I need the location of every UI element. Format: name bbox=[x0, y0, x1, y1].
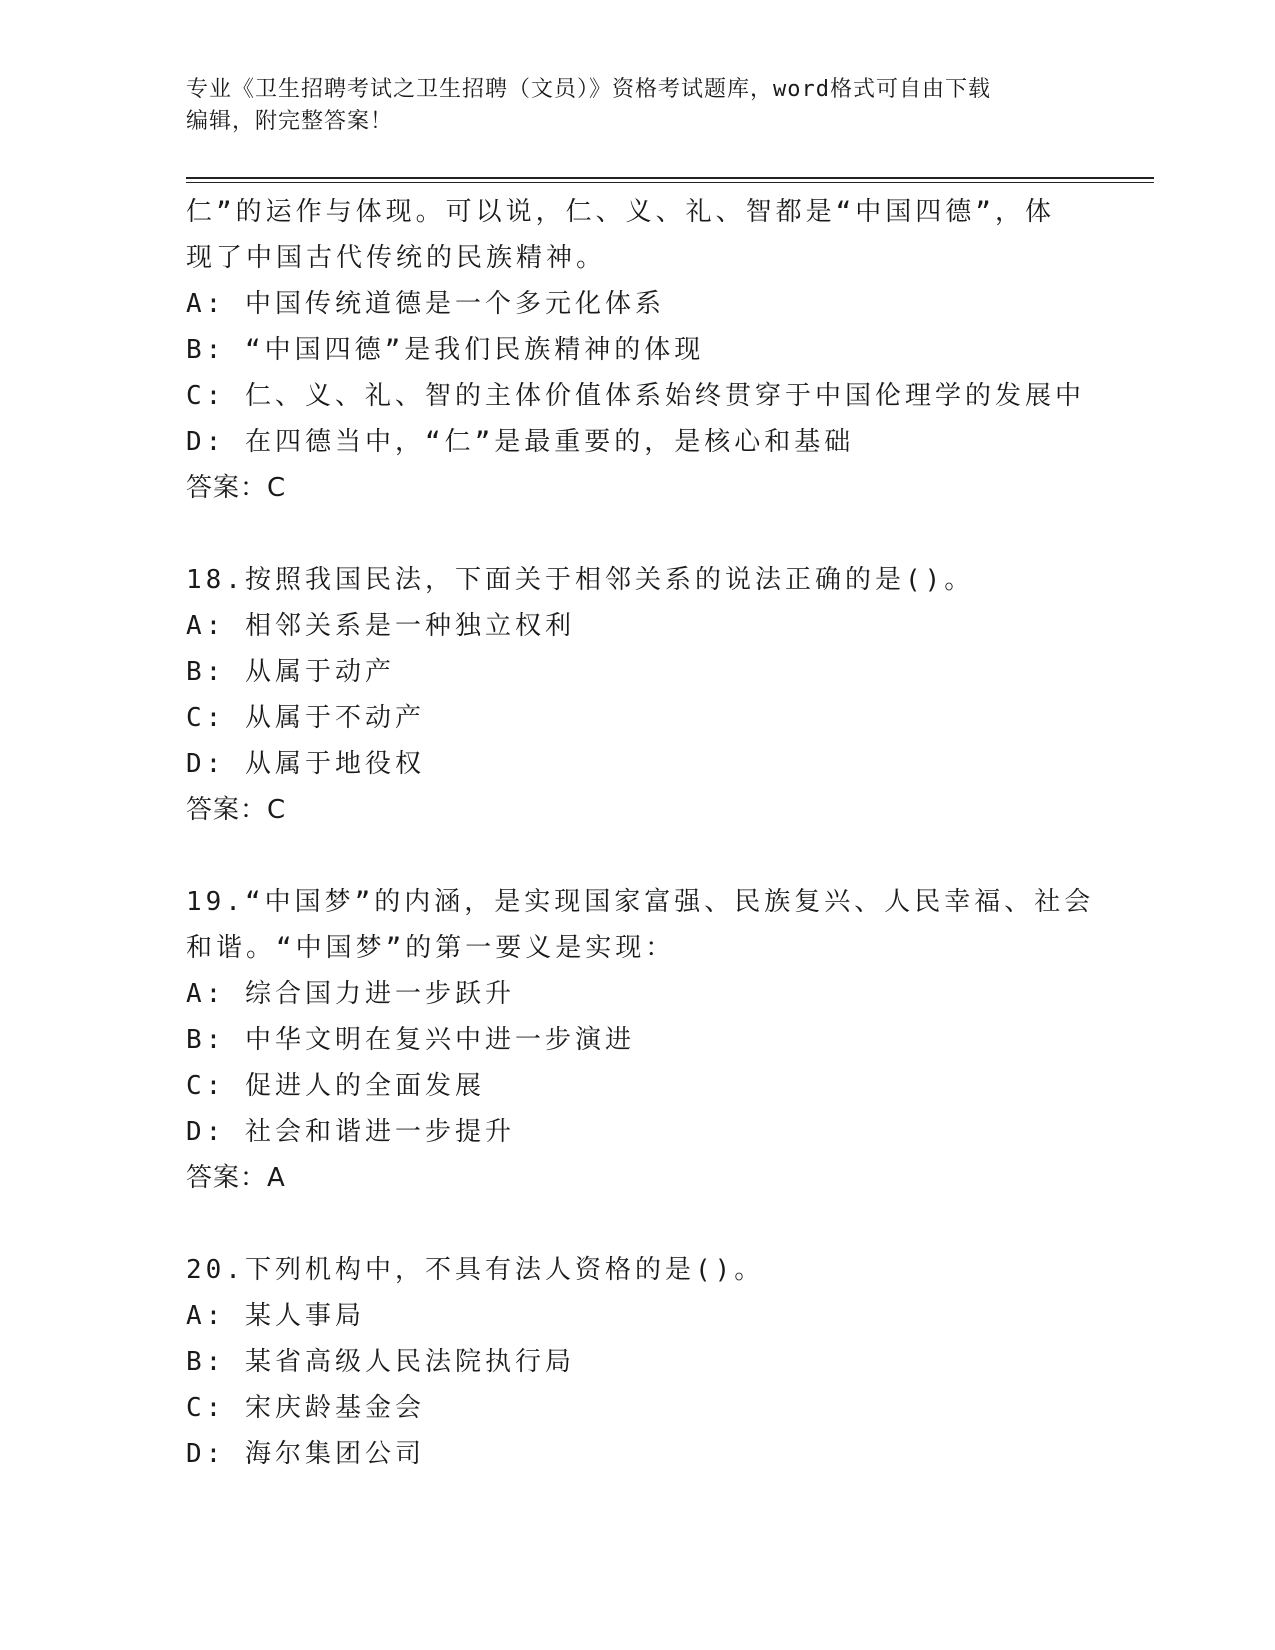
question-17-stem-continued-1: 仁”的运作与体现。可以说，仁、义、礼、智都是“中国四德”，体 bbox=[186, 197, 1055, 227]
question-19-option-d: D: 社会和谐进一步提升 bbox=[186, 1117, 515, 1147]
header-line-2: 编辑，附完整答案！ bbox=[186, 109, 394, 134]
question-18 bbox=[186, 557, 1086, 833]
question-18-option-a: A: 相邻关系是一种独立权利 bbox=[186, 611, 575, 641]
question-20-option-a: A: 某人事局 bbox=[186, 1301, 365, 1331]
question-18-option-c: C: 从属于不动产 bbox=[186, 703, 425, 733]
question-19-option-b: B: 中华文明在复兴中进一步演进 bbox=[186, 1025, 635, 1055]
question-19 bbox=[186, 879, 1095, 1201]
question-spacer bbox=[186, 1201, 1086, 1247]
header-line-1: 专业《卫生招聘考试之卫生招聘（文员）》资格考试题库，word格式可自由下载 bbox=[186, 77, 991, 102]
question-spacer bbox=[186, 833, 1086, 879]
question-19-answer: 答案：A bbox=[186, 1163, 286, 1193]
question-19-option-a: A: 综合国力进一步跃升 bbox=[186, 979, 515, 1009]
question-list bbox=[186, 189, 1095, 1477]
question-19-stem-1: 19.“中国梦”的内涵，是实现国家富强、民族复兴、人民幸福、社会 bbox=[186, 887, 1095, 917]
question-20-option-d: D: 海尔集团公司 bbox=[186, 1439, 425, 1469]
question-19-stem-2: 和谐。“中国梦”的第一要义是实现： bbox=[186, 933, 676, 963]
question-17-option-a: A: 中国传统道德是一个多元化体系 bbox=[186, 289, 665, 319]
header-divider-thick bbox=[186, 177, 1154, 179]
question-18-answer: 答案：C bbox=[186, 795, 287, 825]
question-17 bbox=[186, 189, 1086, 511]
question-17-option-c: C: 仁、义、礼、智的主体价值体系始终贯穿于中国伦理学的发展中 bbox=[186, 381, 1085, 411]
question-20 bbox=[186, 1247, 1086, 1477]
question-18-option-b: B: 从属于动产 bbox=[186, 657, 395, 687]
question-20-stem: 20.下列机构中，不具有法人资格的是()。 bbox=[186, 1255, 765, 1285]
question-18-option-d: D: 从属于地役权 bbox=[186, 749, 425, 779]
question-20-option-c: C: 宋庆龄基金会 bbox=[186, 1393, 425, 1423]
question-17-option-b: B: “中国四德”是我们民族精神的体现 bbox=[186, 335, 705, 365]
question-17-answer: 答案：C bbox=[186, 473, 287, 503]
question-17-stem-continued-2: 现了中国古代传统的民族精神。 bbox=[186, 243, 607, 273]
header-divider-thin bbox=[186, 182, 1154, 183]
question-19-option-c: C: 促进人的全面发展 bbox=[186, 1071, 485, 1101]
question-spacer bbox=[186, 511, 1086, 557]
question-18-stem: 18.按照我国民法，下面关于相邻关系的说法正确的是()。 bbox=[186, 565, 975, 595]
question-17-option-d: D: 在四德当中，“仁”是最重要的，是核心和基础 bbox=[186, 427, 855, 457]
question-20-option-b: B: 某省高级人民法院执行局 bbox=[186, 1347, 575, 1377]
document-header bbox=[186, 74, 1086, 138]
